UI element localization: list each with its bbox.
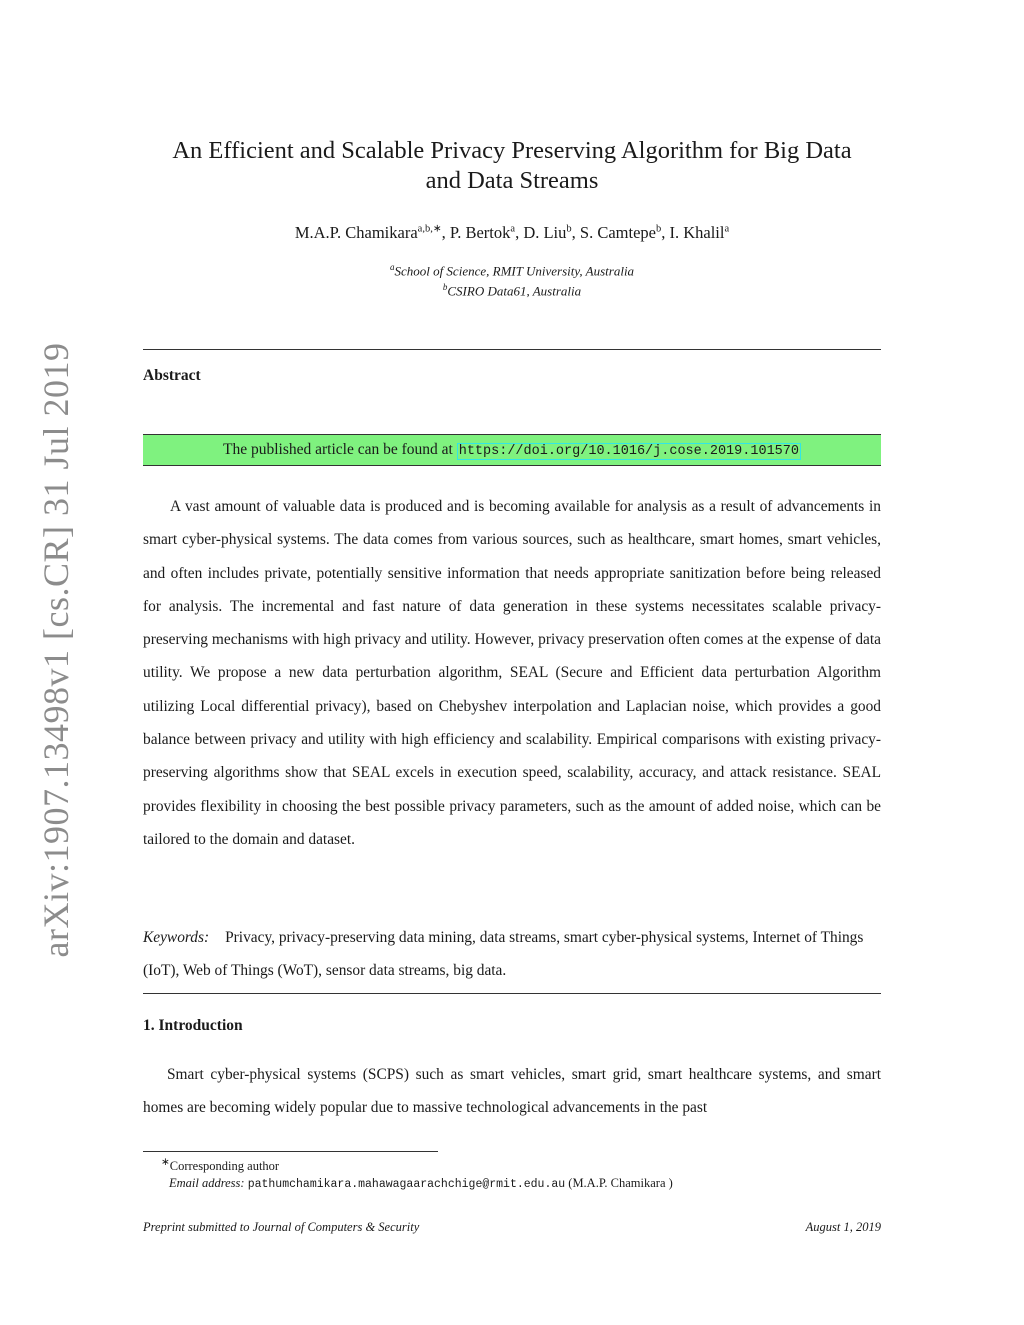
author: M.A.P. Chamikara$^{a,b,∗}$, xyxy=(294,222,450,242)
email-note xyxy=(143,1175,881,1193)
notice-text: The published article can be found at xyxy=(223,441,457,458)
affiliation: $^a$School of Science, RMIT University, Australia xyxy=(389,262,635,279)
author-affiliation-marks: a xyxy=(510,223,516,234)
preprint-venue-note: Preprint submitted to Journal of Computers & Security xyxy=(143,1220,420,1234)
paper-title xyxy=(143,136,881,196)
arxiv-identifier-stamp: arXiv:1907.13498v1 [cs.CR] 31 Jul 2019 xyxy=(36,342,76,958)
author: P. Bertok$^a$, xyxy=(449,222,524,242)
corresponding-author-note: ∗Corresponding author xyxy=(161,1157,280,1174)
author-affiliation-marks: a,b,∗ xyxy=(417,223,442,234)
preprint-date: August 1, 2019 xyxy=(805,1220,881,1234)
keywords-label: Keywords: xyxy=(143,929,210,946)
footnote xyxy=(143,1154,881,1193)
author-affiliation-marks: b xyxy=(655,223,662,234)
abstract-heading: Abstract xyxy=(143,367,201,384)
published-article-notice xyxy=(143,434,881,466)
author-list xyxy=(143,222,881,243)
abstract-bottom-divider xyxy=(143,993,881,994)
affiliation: $^b$CSIRO Data61, Australia xyxy=(442,282,582,299)
author: I. Khalil$^a$ xyxy=(669,222,730,242)
doi-link[interactable]: https://doi.org/10.1016/j.cose.2019.101570 xyxy=(458,444,799,459)
author: S. Camtepe$^b$, xyxy=(579,222,670,242)
abstract-body: A vast amount of valuable data is produced and is becoming available for analysis as a result of advancements in smart cyber-physical systems. The data comes from various sources, such as healthcare, smart homes, smart vehicles, and often includes private, potentially sensitive information that needs appropriate sanitization before being released for analysis. The incremental and fast nature of data generation in these systems necessitates scalable privacy-preserving mechanisms with high privacy and utility. However, privacy preservation often comes at the expense of data utility. We propose a new data perturbation algorithm, SEAL (Secure and Efficient data perturbation Algorithm utilizing Local differential privacy), based on Chebyshev interpolation and Laplacian noise, which provides a good balance between privacy and utility with high efficiency and scalability. Empirical comparisons with existing privacy-preserving algorithms show that SEAL excels in execution speed, scalability, accuracy, and attack resistance. SEAL provides flexibility in choosing the best possible privacy parameters, such as the amount of added noise, which can be tailored to the domain and dataset. xyxy=(143,498,881,848)
keywords-list: Privacy, privacy-preserving data mining, data streams, smart cyber-physical systems, Internet of Things (IoT), Web of Things (WoT), sensor data streams, big data. xyxy=(143,929,864,979)
affiliation-list xyxy=(143,259,881,300)
author-affiliation-marks: b xyxy=(566,223,572,234)
paper-title-line-1: An Efficient and Scalable Privacy Preserving Algorithm for Big Data xyxy=(172,137,852,164)
footnote-divider xyxy=(143,1151,438,1152)
email-owner: (M.A.P. Chamikara ) xyxy=(565,1176,673,1191)
top-divider xyxy=(143,349,881,350)
author-affiliation-marks: a xyxy=(724,223,730,234)
author: D. Liu$^b$, xyxy=(523,222,580,242)
keywords-block xyxy=(143,921,881,987)
email-label: Email address: xyxy=(169,1176,245,1191)
email-address[interactable]: pathumchamikara.mahawagaarachchige@rmit.edu.au xyxy=(247,1178,566,1192)
section-heading-introduction: 1. Introduction xyxy=(143,1017,243,1034)
introduction-body: Smart cyber-physical systems (SCPS) such as smart vehicles, smart grid, smart healthcare systems, and smart homes are becoming widely popular due to massive technological advancements in the past xyxy=(143,1066,881,1117)
paper-title-line-2: and Data Streams xyxy=(425,167,599,194)
